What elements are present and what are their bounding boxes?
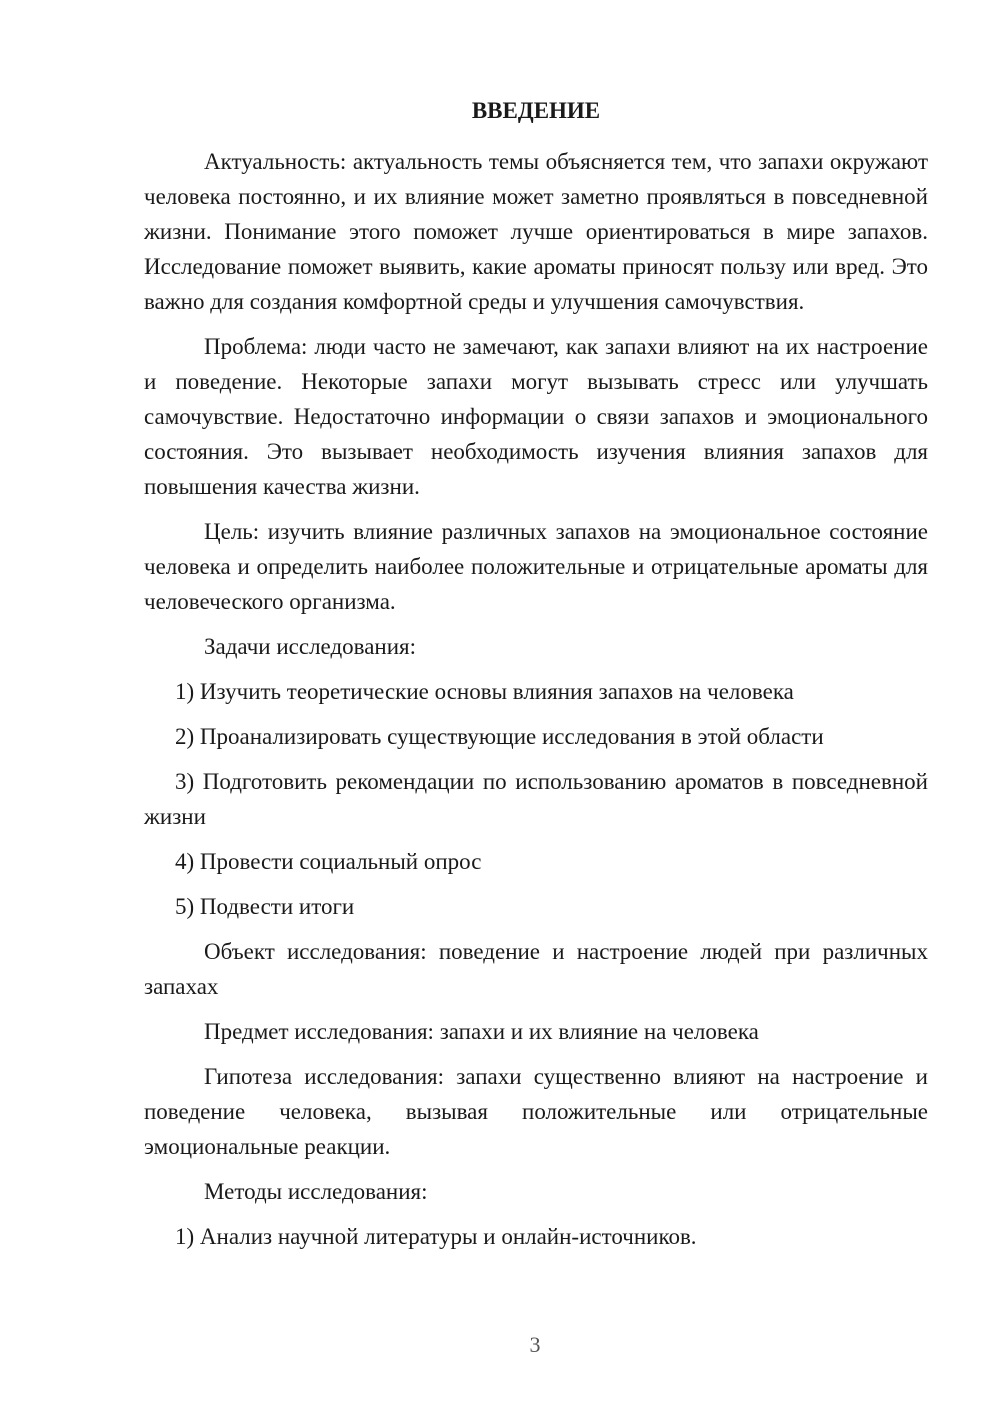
paragraph-object: Объект исследования: поведение и настроение людей при различных запахах (144, 939, 928, 999)
page-number: 3 (529, 1332, 541, 1357)
paragraph-subject: Предмет исследования: запахи и их влияние на человека (204, 1019, 759, 1044)
task-item-2: 2) Проанализировать существующие исследования в этой области (175, 724, 824, 749)
method-item-1: 1) Анализ научной литературы и онлайн-источников. (175, 1224, 697, 1249)
task-item-3: 3) Подготовить рекомендации по использованию ароматов в повседневной жизни (144, 769, 928, 829)
task-item-5: 5) Подвести итоги (175, 894, 355, 919)
task-item-4: 4) Провести социальный опрос (175, 849, 482, 874)
section-title: ВВЕДЕНИЕ (471, 98, 601, 123)
paragraph-problem: Проблема: люди часто не замечают, как запахи влияют на их настроение и поведение. Некоторые запахи могут вызывать стресс или улучшать самочувствие. Недостаточно информации о связи запахов и эмоционального состояния. Это вызывает необходимость изучения влияния запахов для повышения качества жизни. (144, 334, 928, 499)
paragraph-goal: Цель: изучить влияние различных запахов на эмоциональное состояние человека и определить наиболее положительные и отрицательные ароматы для человеческого организма. (144, 519, 928, 614)
tasks-heading: Задачи исследования: (204, 634, 417, 659)
page-content (144, 96, 928, 1264)
paragraph-relevance: Актуальность: актуальность темы объясняется тем, что запахи окружают человека постоянно, и их влияние может заметно проявляться в повседневной жизни. Понимание этого поможет лучше ориентироваться в мире запахов. Исследование поможет выявить, какие ароматы приносят пользу или вред. Это важно для создания комфортной среды и улучшения самочувствия. (144, 149, 928, 314)
paragraph-hypothesis: Гипотеза исследования: запахи существенно влияют на настроение и поведение человека, вызывая положительные или отрицательные эмоциональные реакции. (144, 1064, 928, 1159)
methods-heading: Методы исследования: (204, 1179, 428, 1204)
task-item-1: 1) Изучить теоретические основы влияния запахов на человека (175, 679, 794, 704)
